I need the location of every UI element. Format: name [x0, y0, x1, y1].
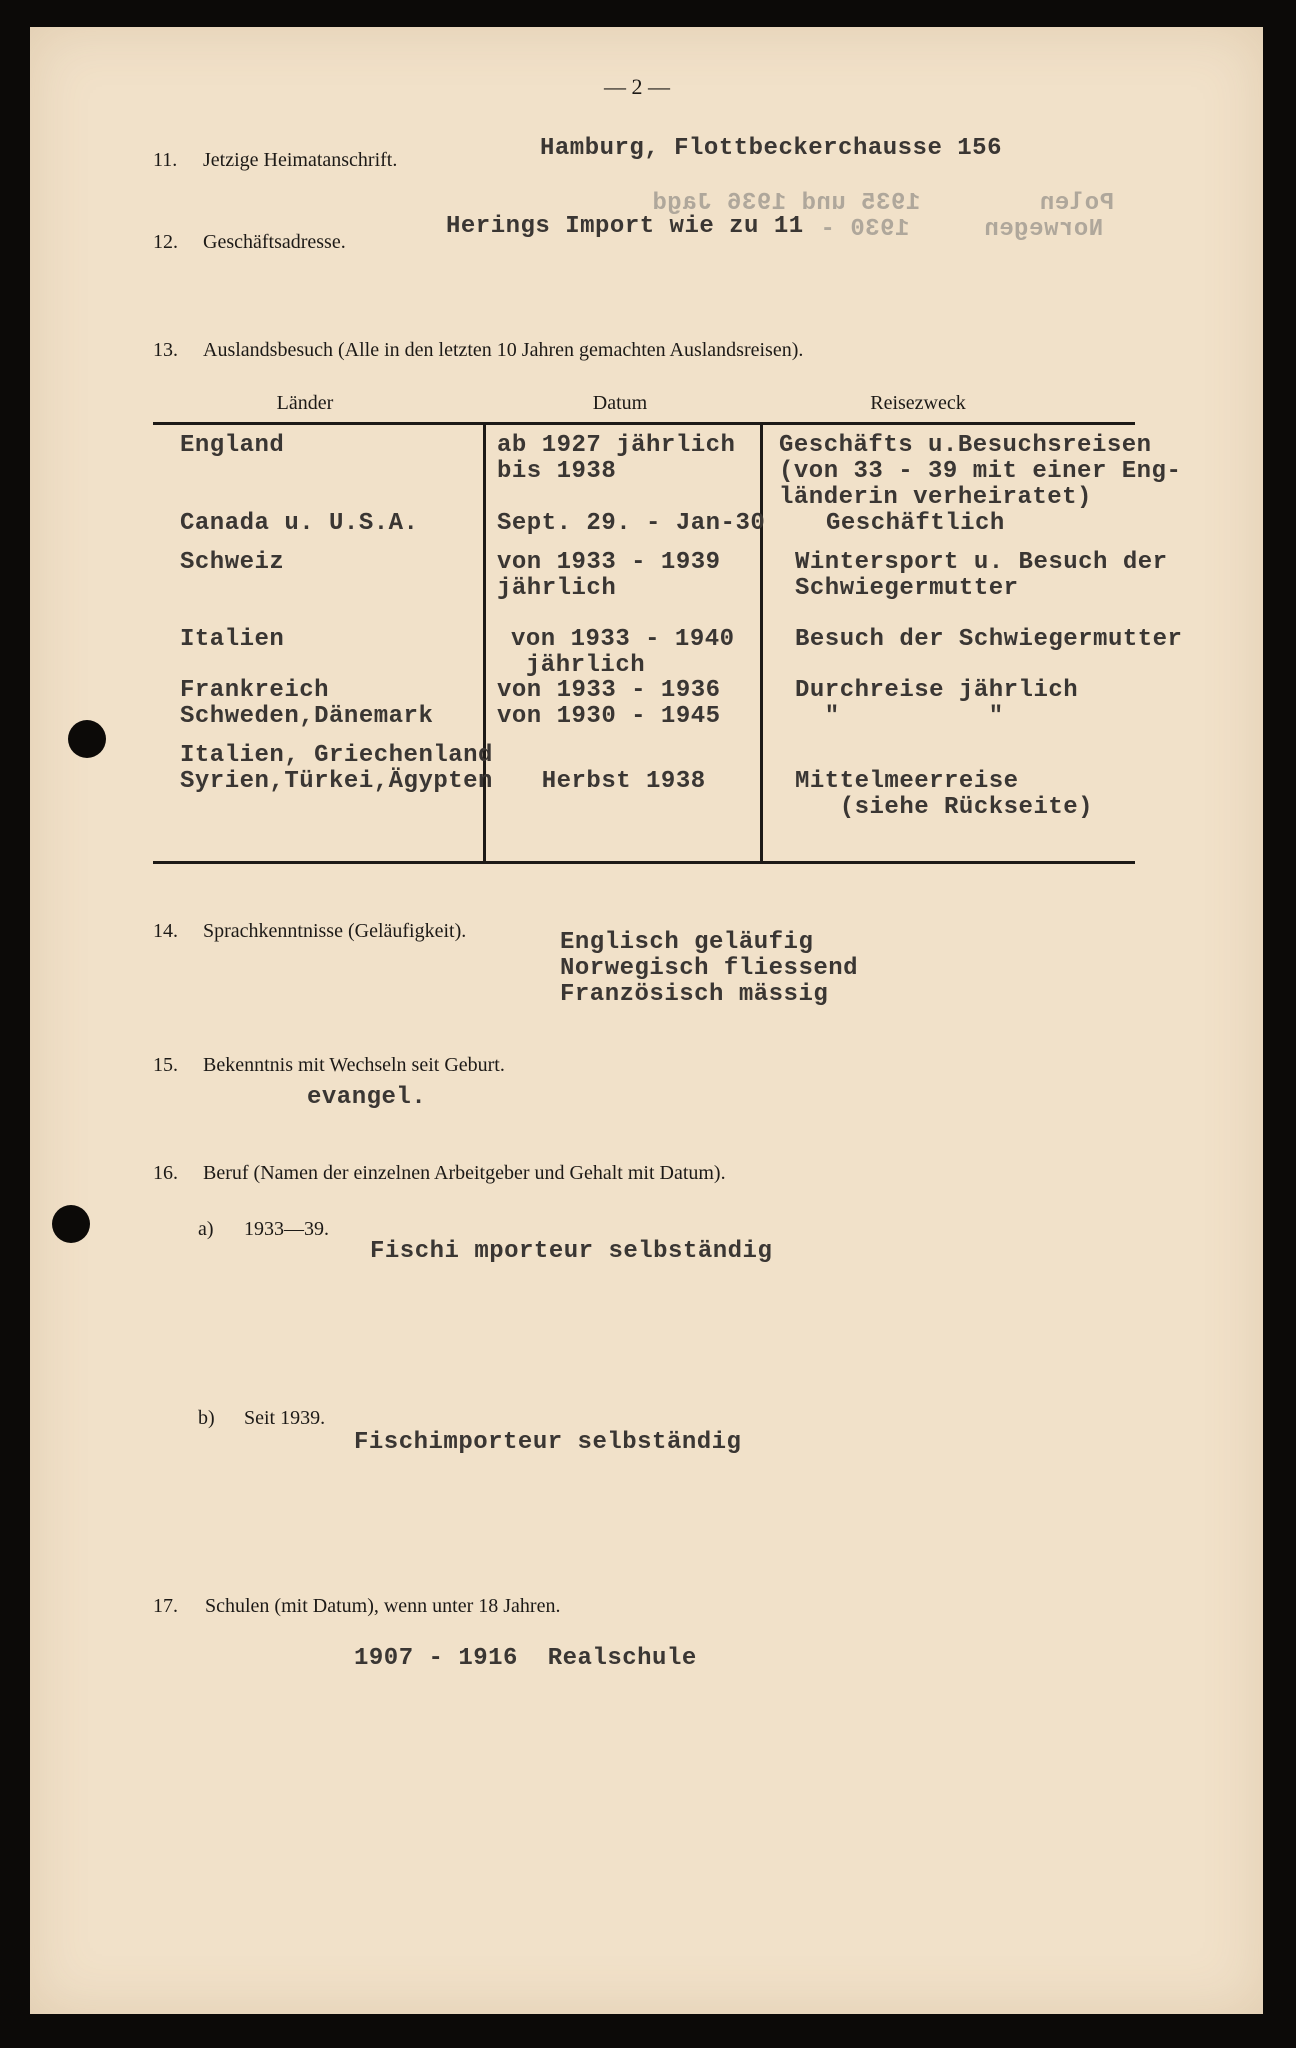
q11-label: Jetzige Heimatanschrift. — [203, 149, 398, 171]
table-col-divider-2 — [760, 422, 763, 862]
q14-label: Sprachkenntnisse (Geläufigkeit). — [203, 920, 467, 942]
row-england-countries: England — [180, 432, 285, 459]
table-col-divider-1 — [483, 422, 486, 862]
row-schweiz-purpose: Wintersport u. Besuch der Schwiegermutter — [795, 549, 1168, 602]
q14-number: 14. — [153, 920, 178, 942]
q12-number: 12. — [153, 231, 178, 253]
q16-number: 16. — [153, 1162, 178, 1184]
row-frankreich-date: von 1933 - 1936 von 1930 - 1945 — [497, 677, 721, 730]
row-italien-countries: Italien — [180, 626, 285, 653]
q12-bleed-through-line1: Polen 1935 und 1936 Jagd — [652, 190, 1114, 217]
q16b-answer: Fischimporteur selbständig — [354, 1429, 742, 1456]
row-italien-purpose: Besuch der Schwiegermutter — [795, 626, 1183, 653]
q14-answer-french: Französisch mässig — [560, 981, 829, 1008]
col-header-countries: Länder — [276, 392, 334, 414]
q16-label: Beruf (Namen der einzelnen Arbeitgeber und Gehalt mit Datum). — [203, 1162, 726, 1184]
punch-hole-top — [68, 720, 106, 758]
q14-answer-norwegian: Norwegisch fliessend — [560, 955, 859, 982]
row-canada-countries: Canada u. U.S.A. — [180, 510, 419, 537]
form-page — [30, 27, 1263, 2014]
row-frankreich-purpose: Durchreise jährlich " " — [795, 677, 1079, 730]
row-mittelmeer-countries: Italien, Griechenland Syrien,Türkei,Ägypten — [180, 742, 493, 795]
q11-answer: Hamburg, Flottbeckerchausse 156 — [540, 135, 1002, 162]
row-canada-date: Sept. 29. - Jan-30 — [497, 510, 766, 537]
q16a-period: 1933—39. — [244, 1218, 329, 1240]
row-schweiz-countries: Schweiz — [180, 549, 285, 576]
row-mittelmeer-purpose: Mittelmeerreise (siehe Rückseite) — [795, 768, 1094, 821]
q15-number: 15. — [153, 1054, 178, 1076]
row-england-date: ab 1927 jährlich bis 1938 — [497, 432, 736, 485]
row-canada-purpose: Geschäftlich — [826, 510, 1005, 537]
q15-answer: evangel. — [307, 1084, 427, 1111]
q12-bleed-through-line2: Norwegen 1930 - — [820, 216, 1104, 243]
row-italien-date: von 1933 - 1940 jährlich — [511, 626, 735, 679]
row-frankreich-countries: Frankreich Schweden,Dänemark — [180, 677, 434, 730]
table-top-rule — [153, 422, 1135, 425]
col-header-purpose: Reisezweck — [870, 392, 966, 414]
page-number: — 2 — — [604, 74, 670, 99]
q16a-marker: a) — [198, 1218, 214, 1240]
table-bottom-rule — [153, 861, 1135, 864]
q16b-period: Seit 1939. — [244, 1407, 326, 1429]
q17-label: Schulen (mit Datum), wenn unter 18 Jahren. — [205, 1595, 561, 1617]
q15-label: Bekenntnis mit Wechseln seit Geburt. — [203, 1054, 505, 1076]
q16a-answer: Fischi mporteur selbständig — [370, 1238, 773, 1265]
q16b-marker: b) — [198, 1407, 215, 1429]
q13-label: Auslandsbesuch (Alle in den letzten 10 Jahren gemachten Auslandsreisen). — [203, 339, 804, 361]
punch-hole-bottom — [52, 1205, 90, 1243]
col-header-date: Datum — [592, 392, 648, 414]
row-england-purpose: Geschäfts u.Besuchsreisen (von 33 - 39 mit einer Eng- länderin verheiratet) — [779, 432, 1182, 511]
row-schweiz-date: von 1933 - 1939 jährlich — [497, 549, 721, 602]
q11-number: 11. — [153, 149, 178, 171]
q12-answer: Herings Import wie zu 11 — [446, 213, 804, 240]
q14-answer-english: Englisch geläufig — [560, 929, 814, 956]
q17-number: 17. — [153, 1595, 178, 1617]
row-mittelmeer-date: Herbst 1938 — [497, 768, 706, 795]
q17-answer: 1907 - 1916 Realschule — [354, 1645, 697, 1672]
q13-number: 13. — [153, 339, 178, 361]
q12-label: Geschäftsadresse. — [203, 231, 346, 253]
